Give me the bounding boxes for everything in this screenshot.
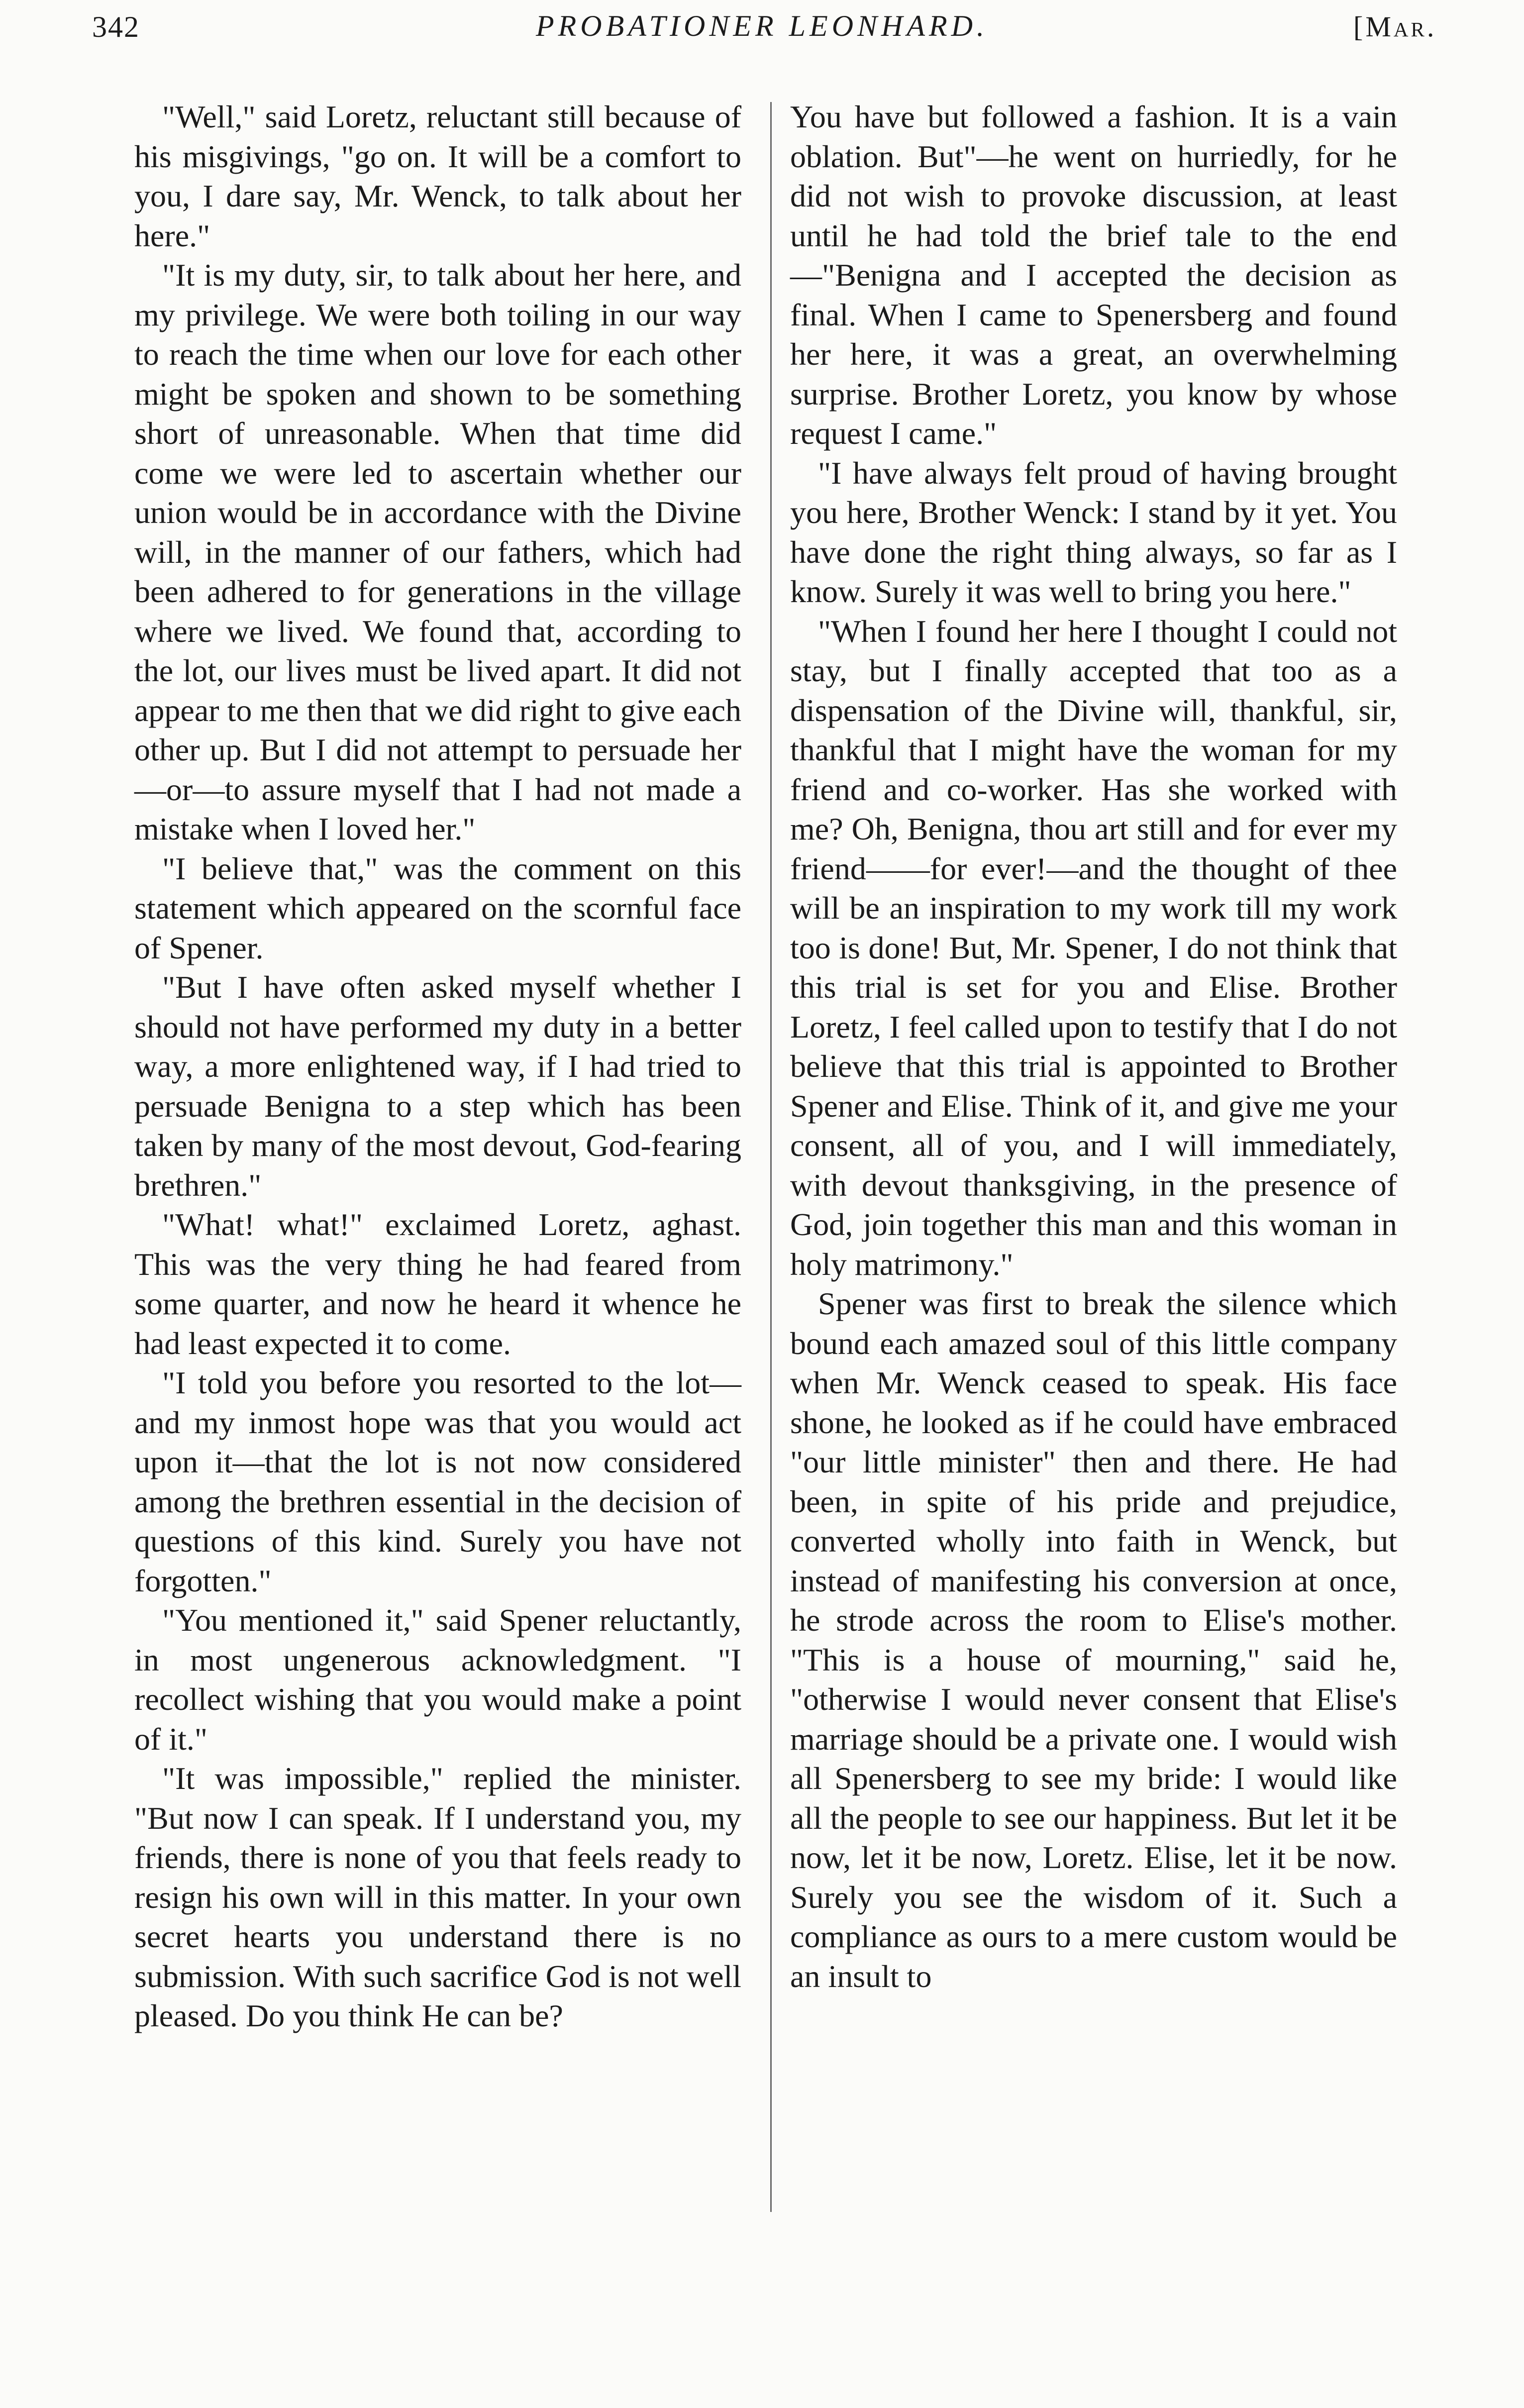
paragraph: "I told you before you resorted to the lot—and my inmost hope was that you would act upon it—that the lot is not now considered among the brethren essential in the decision of questions of this kind. Surely you have not forgotten." xyxy=(134,1365,741,1598)
paragraph: "I have always felt proud of having brought you here, Brother Wenck: I stand by it yet. You have done the right thing always, so far as I know. Surely it was well to bring you here." xyxy=(790,455,1397,609)
paragraph: "When I found her here I thought I could not stay, but I finally accepted that too as a dispensation of the Divine will, thankful, sir, thankful that I might have the woman for my friend and co-worker. Has she worked with me? Oh, Benigna, thou art still and for ever my friend——for ever!—and the thought of thee will be an inspiration to my work till my work too is done! But, Mr. Spener, I do not think that this trial is set for you and Elise. Brother Loretz, I feel called upon to testify that I do not believe that this trial is appointed to Brother Spener and Elise. Think of it, and give me your consent, all of you, and I will immediately, with devout thanksgiving, in the presence of God, join together this man and this woman in holy matrimony." xyxy=(790,613,1397,1282)
paragraph: "You mentioned it," said Spener reluctantly, in most ungenerous acknowledgment. "I recollect wishing that you would make a point of it." xyxy=(134,1602,741,1757)
paragraph: "But I have often asked myself whether I should not have performed my duty in a better way, a more enlightened way, if I had tried to persuade Benigna to a step which has been taken by many of the most devout, God-fearing brethren." xyxy=(134,969,741,1203)
paragraph: "I believe that," was the comment on this statement which appeared on the scornful face of Spener. xyxy=(134,850,741,965)
page-header xyxy=(0,0,1524,65)
column-divider xyxy=(770,102,772,2212)
paragraph: "What! what!" exclaimed Loretz, aghast. This was the very thing he had feared from some quarter, and now he heard it whence he had least expected it to come. xyxy=(134,1207,741,1361)
paragraph: You have but followed a fashion. It is a vain oblation. But"—he went on hurriedly, for he did not wish to provoke discussion, at least until he had told the brief tale to the end—"Benigna and I accepted the decision as final. When I came to Spenersberg and found her here, it was a great, an overwhelming surprise. Brother Loretz, you know by whose request I came." xyxy=(790,99,1397,451)
paragraph: "It was impossible," replied the minister. "But now I can speak. If I understand you, my friends, there is none of you that feels ready to resign his own will in this matter. In your own secret hearts you understand there is no submission. With such sacrifice God is not well pleased. Do you think He can be? xyxy=(134,1761,741,2033)
left-column xyxy=(134,97,741,2036)
paragraph: "Well," said Loretz, reluctant still because of his misgivings, "go on. It will be a comfort to you, I dare say, Mr. Wenck, to talk about her here." xyxy=(134,99,741,253)
running-title: PROBATIONER LEONHARD. xyxy=(535,9,989,42)
right-column xyxy=(790,97,1397,1996)
paragraph: Spener was first to break the silence which bound each amazed soul of this little company when Mr. Wenck ceased to speak. His face shone, he looked as if he could have embraced "our little minister" then and there. He had been, in spite of his pride and prejudice, converted wholly into faith in Wenck, but instead of manifesting his conversion at once, he strode across the room to Elise's mother. "This is a house of mourning," said he, "otherwise I would never consent that Elise's marriage should be a private one. I would wish all Spenersberg to see my bride: I would like all the people to see our happiness. But let it be now, let it be now, Loretz. Elise, let it be now. Surely you see the wisdom of it. Such a compliance as ours to a mere custom would be an insult to xyxy=(790,1286,1397,1994)
page-number: 342 xyxy=(92,10,140,43)
paragraph: "It is my duty, sir, to talk about her here, and my privilege. We were both toiling in our way to reach the time when our love for each other might be spoken and shown to be something short of unreasonable. When that time did come we were led to ascertain whether our union would be in accordance with the Divine will, in the manner of our fathers, which had been adhered to for generations in the village where we lived. We found that, according to the lot, our lives must be lived apart. It did not appear to me then that we did right to give each other up. But I did not attempt to persuade her—or—to assure myself that I had not made a mistake when I loved her." xyxy=(134,257,741,846)
month-label: [Mar. xyxy=(1353,10,1437,43)
